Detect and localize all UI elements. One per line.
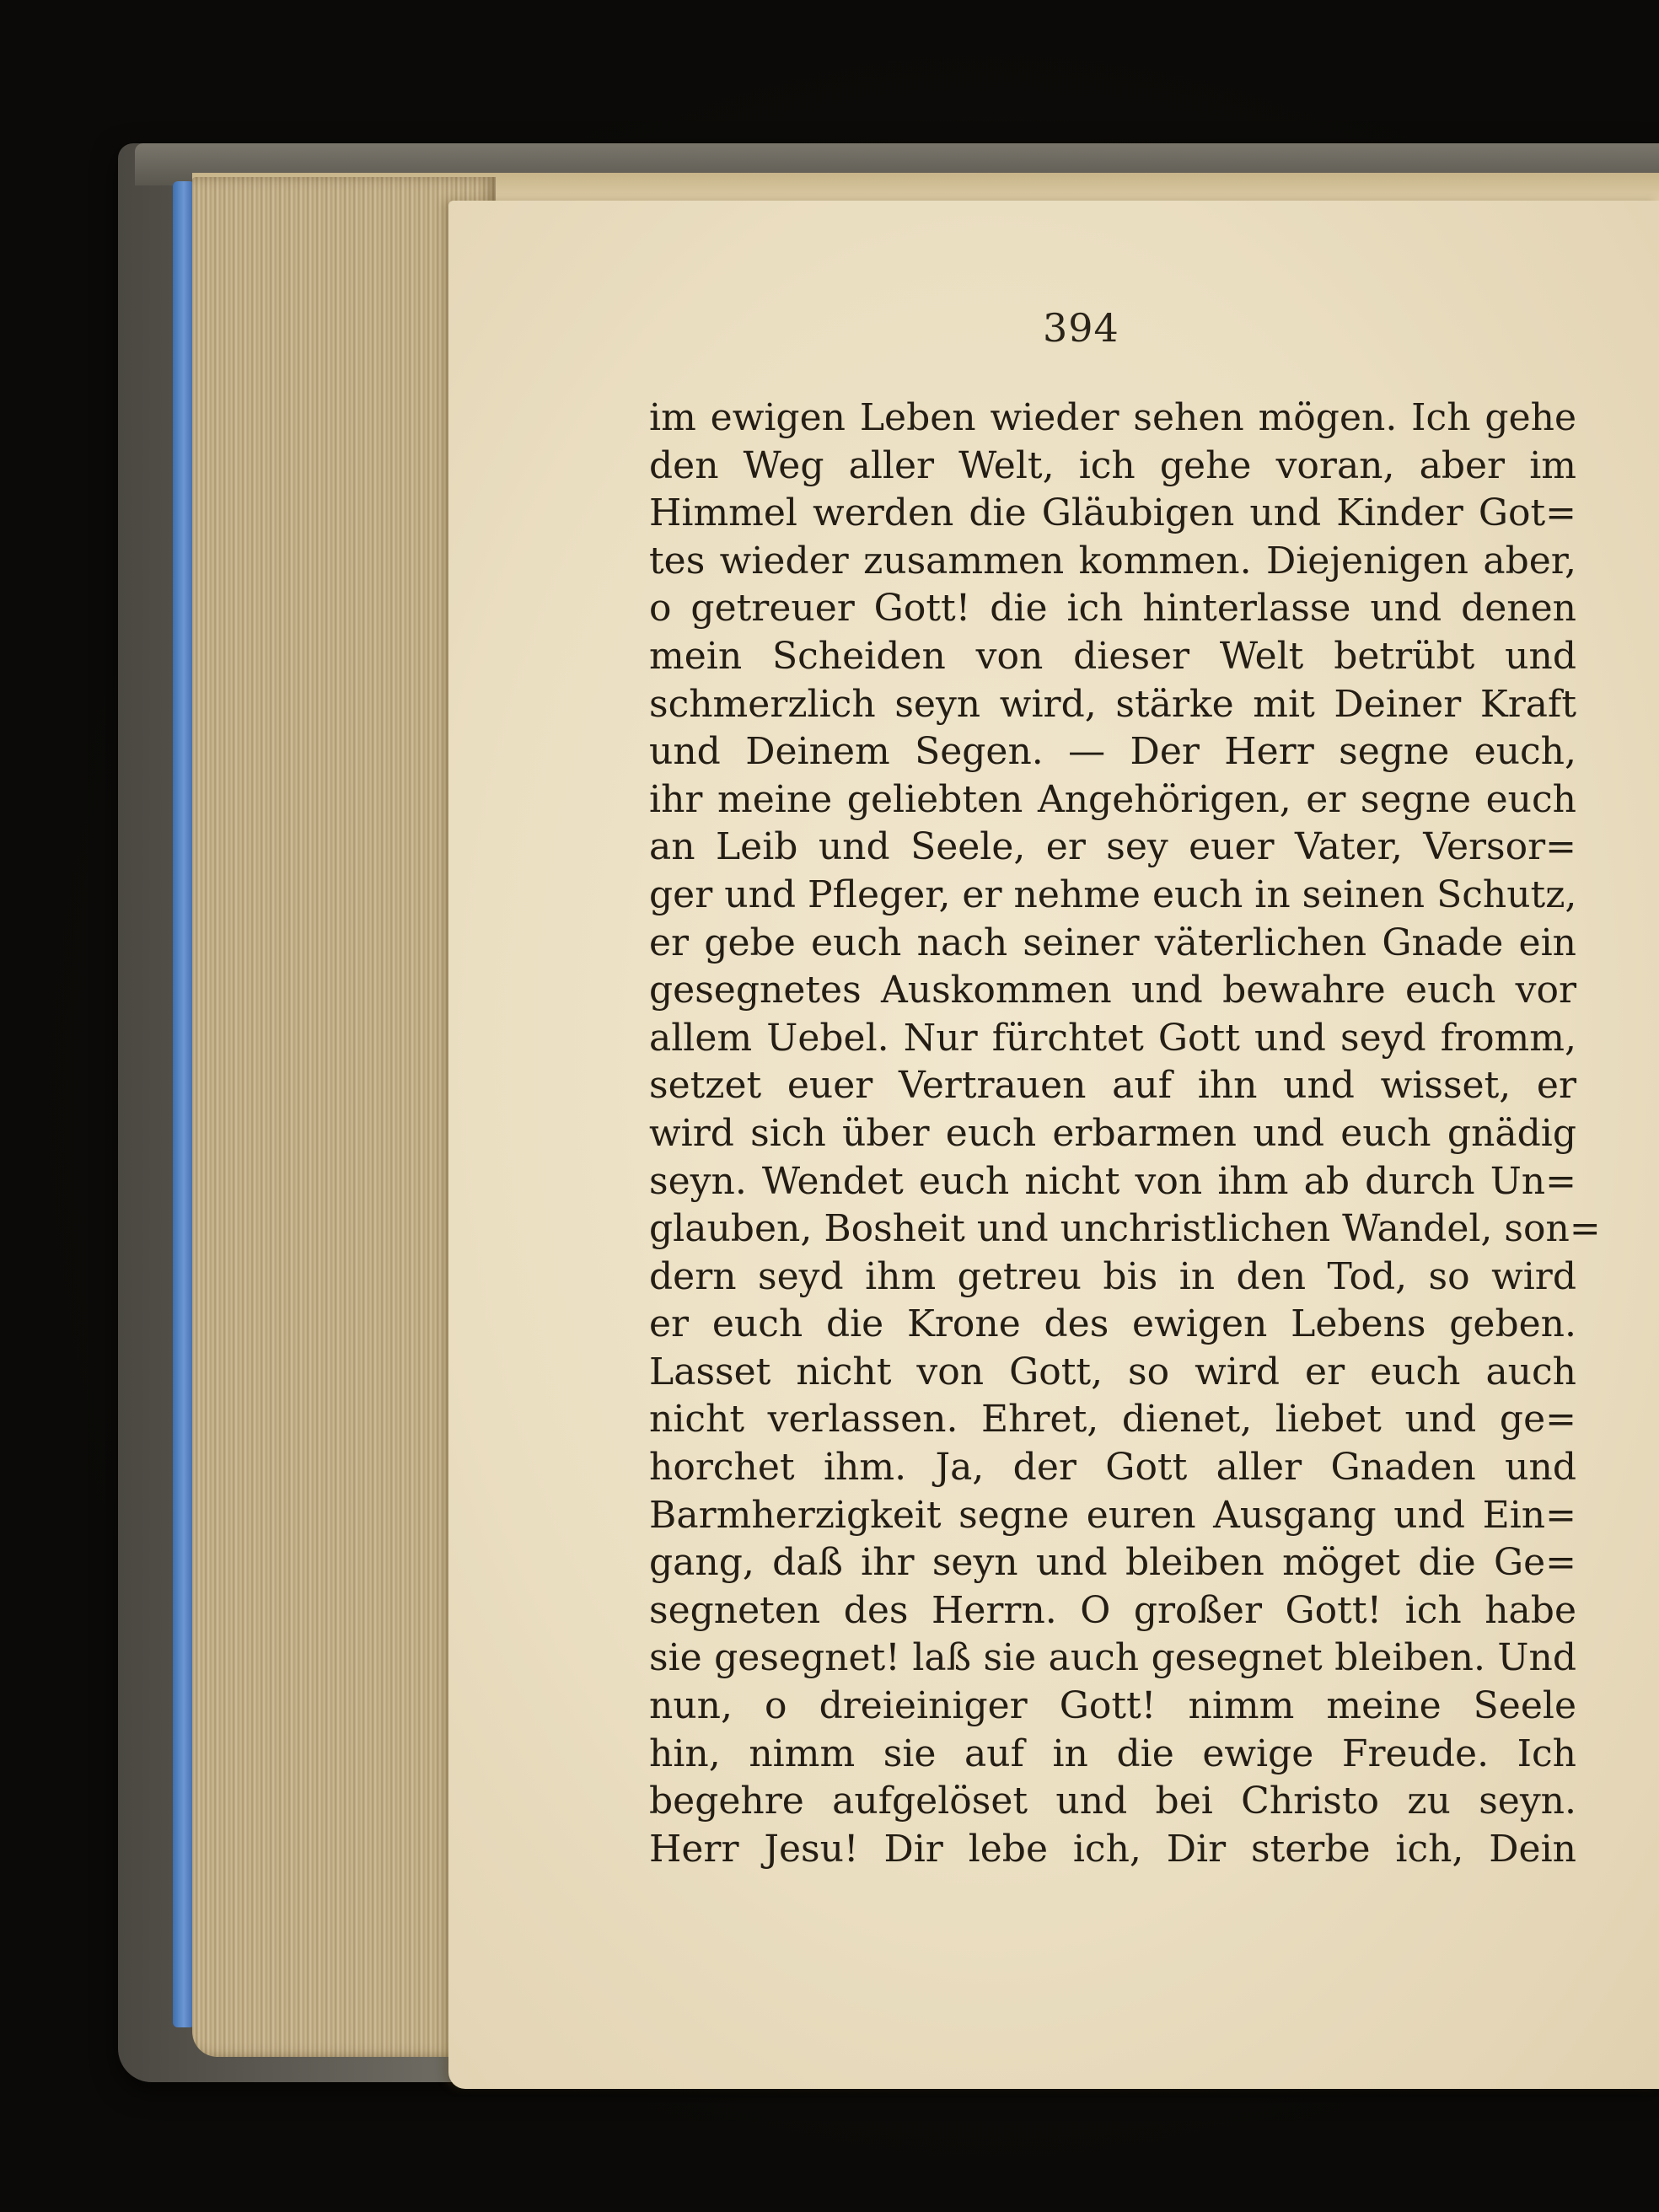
text-line: Himmel werden die Gläubigen und Kinder Got= [649,491,1576,535]
text-line: an Leib und Seele, er sey euer Vater, Versor= [649,825,1576,869]
text-line: allem Uebel. Nur fürchtet Gott und seyd fromm, [649,1016,1576,1060]
text-line: begehre aufgelöset und bei Christo zu seyn. [649,1780,1576,1823]
text-line: glauben, Bosheit und unchristlichen Wandel, son= [649,1207,1601,1251]
text-line: wird sich über euch erbarmen und euch gnädig [649,1111,1576,1155]
text-line: sie gesegnet! laß sie auch gesegnet bleiben. Und [649,1636,1576,1680]
text-line: gesegnetes Auskommen und bewahre euch vor [649,969,1576,1012]
text-line: im ewigen Leben wieder sehen mögen. Ich gehe [649,396,1576,439]
text-line: setzet euer Vertrauen auf ihn und wisset, er [649,1064,1576,1108]
page-text [649,395,1601,1873]
text-line: und Deinem Segen. — Der Herr segne euch, [649,730,1576,774]
text-line: gang, daß ihr seyn und bleiben möget die Ge= [649,1541,1576,1585]
text-line: er gebe euch nach seiner väterlichen Gnade ein [649,921,1576,964]
text-line: ger und Pfleger, er nehme euch in seinen Schutz, [649,872,1577,916]
text-line: o getreuer Gott! die ich hinterlasse und denen [649,587,1576,631]
text-line: schmerzlich seyn wird, stärke mit Deiner Kraft [649,682,1576,726]
text-line: Herr Jesu! Dir lebe ich, Dir sterbe ich, Dein [649,1827,1576,1871]
text-line: hin, nimm sie auf in die ewige Freude. Ich [649,1731,1576,1775]
text-line: dern seyd ihm getreu bis in den Tod, so wird [649,1254,1576,1298]
text-line: mein Scheiden von dieser Welt betrübt und [649,634,1576,678]
text-line: nicht verlassen. Ehret, dienet, liebet und ge= [649,1398,1576,1442]
text-line: Barmherzigkeit segne euren Ausgang und Ein= [649,1493,1576,1537]
text-line: horchet ihm. Ja, der Gott aller Gnaden und [649,1446,1576,1490]
text-line: segneten des Herrn. O großer Gott! ich habe [649,1588,1576,1632]
text-line: seyn. Wendet euch nicht von ihm ab durch Un= [649,1159,1576,1203]
text-line: er euch die Krone des ewigen Lebens geben. [649,1302,1576,1346]
text-line: tes wieder zusammen kommen. Diejenigen aber, [649,539,1576,583]
page-number: 394 [1043,305,1119,351]
text-line: ihr meine geliebten Angehörigen, er segne euch [649,777,1576,821]
text-line: Lasset nicht von Gott, so wird er euch auch [649,1350,1576,1393]
text-line: den Weg aller Welt, ich gehe voran, aber im [649,443,1576,487]
text-line: nun, o dreieiniger Gott! nimm meine Seele [649,1684,1576,1728]
